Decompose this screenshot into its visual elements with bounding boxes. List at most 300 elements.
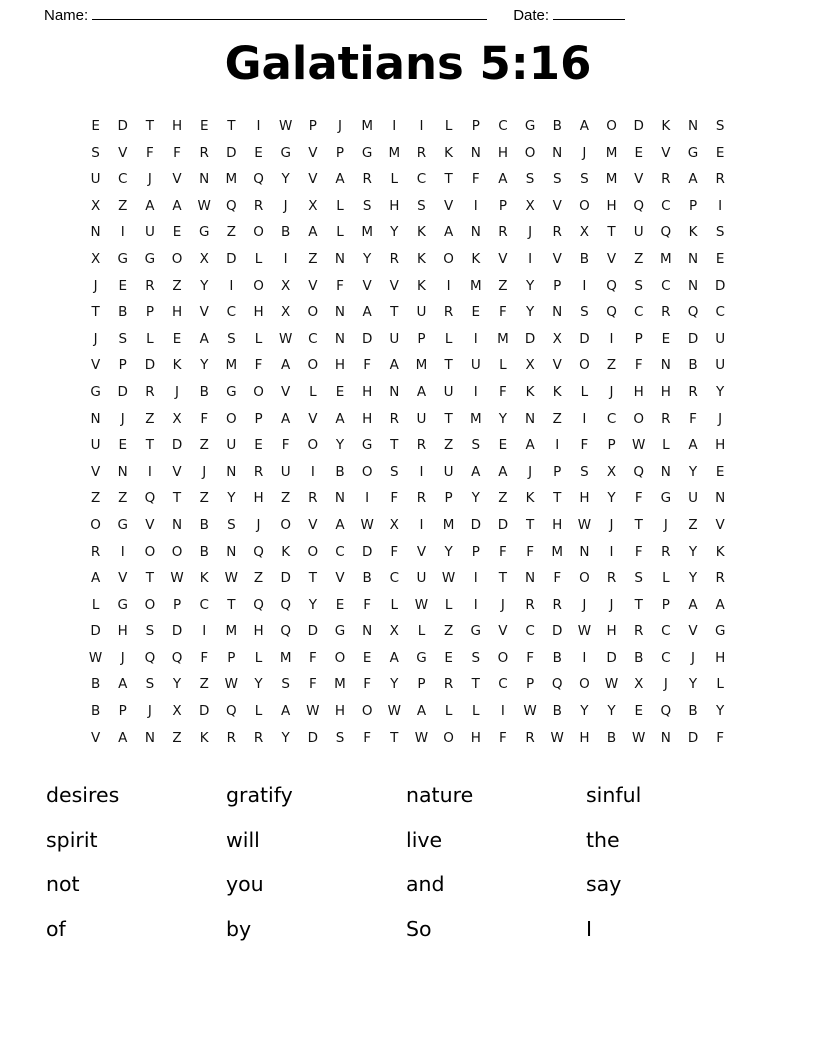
grid-cell[interactable]: D: [307, 623, 319, 640]
grid-cell[interactable]: L: [336, 197, 344, 214]
grid-cell[interactable]: V: [118, 144, 128, 161]
grid-cell[interactable]: X: [199, 250, 209, 267]
grid-cell[interactable]: A: [281, 357, 291, 374]
grid-cell[interactable]: Y: [308, 596, 317, 613]
grid-cell[interactable]: S: [715, 118, 725, 134]
grid-cell[interactable]: E: [634, 144, 643, 161]
grid-cell[interactable]: V: [498, 250, 508, 267]
grid-cell[interactable]: D: [144, 357, 156, 374]
grid-cell[interactable]: K: [281, 543, 291, 560]
word-list-item[interactable]: say: [586, 872, 622, 896]
grid-cell[interactable]: Z: [90, 490, 101, 507]
grid-cell[interactable]: V: [308, 277, 318, 294]
grid-cell[interactable]: G: [280, 144, 291, 161]
grid-cell[interactable]: S: [145, 623, 155, 640]
grid-cell[interactable]: N: [362, 623, 373, 640]
grid-cell[interactable]: N: [334, 250, 346, 267]
grid-cell[interactable]: I: [147, 463, 152, 480]
grid-cell[interactable]: I: [718, 197, 723, 214]
grid-cell[interactable]: R: [688, 383, 698, 400]
word-search-grid[interactable]: [82, 113, 734, 751]
grid-cell[interactable]: Y: [525, 277, 535, 294]
grid-cell[interactable]: D: [714, 277, 726, 294]
grid-cell[interactable]: G: [117, 596, 128, 613]
grid-cell[interactable]: A: [471, 463, 481, 480]
grid-cell[interactable]: N: [552, 144, 563, 161]
grid-cell[interactable]: D: [552, 623, 563, 640]
grid-cell[interactable]: F: [716, 729, 725, 746]
grid-cell[interactable]: R: [443, 304, 454, 321]
word-list-item[interactable]: desires: [46, 783, 120, 807]
grid-cell[interactable]: O: [579, 570, 590, 587]
grid-cell[interactable]: R: [606, 570, 617, 587]
grid-cell[interactable]: U: [443, 383, 454, 400]
grid-cell[interactable]: T: [308, 570, 317, 587]
grid-cell[interactable]: B: [579, 250, 590, 267]
grid-cell[interactable]: V: [416, 543, 427, 560]
grid-cell[interactable]: R: [90, 543, 101, 560]
grid-cell[interactable]: B: [362, 570, 372, 587]
grid-cell[interactable]: E: [172, 224, 182, 241]
grid-cell[interactable]: Y: [172, 676, 182, 693]
grid-cell[interactable]: Q: [606, 277, 617, 294]
grid-cell[interactable]: V: [443, 197, 454, 214]
grid-cell[interactable]: F: [634, 490, 643, 507]
grid-cell[interactable]: F: [146, 144, 154, 161]
grid-cell[interactable]: F: [390, 543, 399, 560]
grid-cell[interactable]: T: [172, 490, 182, 507]
word-list-item[interactable]: will: [226, 827, 260, 852]
grid-cell[interactable]: N: [552, 304, 563, 321]
word-list-item[interactable]: live: [406, 827, 443, 852]
grid-cell[interactable]: Z: [199, 676, 209, 693]
grid-cell[interactable]: A: [525, 437, 535, 454]
grid-cell[interactable]: V: [118, 570, 128, 587]
grid-cell[interactable]: S: [281, 676, 290, 693]
grid-cell[interactable]: Q: [253, 171, 264, 188]
grid-cell[interactable]: C: [525, 623, 535, 640]
grid-cell[interactable]: R: [661, 410, 671, 427]
grid-cell[interactable]: D: [171, 623, 183, 640]
grid-cell[interactable]: J: [609, 516, 614, 533]
grid-cell[interactable]: M: [361, 118, 373, 134]
grid-cell[interactable]: Q: [633, 197, 645, 214]
grid-cell[interactable]: T: [498, 570, 508, 587]
grid-cell[interactable]: J: [718, 410, 723, 427]
grid-cell[interactable]: N: [144, 729, 155, 746]
grid-cell[interactable]: E: [254, 437, 263, 454]
grid-cell[interactable]: B: [606, 729, 617, 746]
grid-cell[interactable]: Q: [633, 463, 645, 480]
grid-cell[interactable]: F: [173, 144, 181, 161]
grid-cell[interactable]: U: [416, 410, 427, 427]
grid-cell[interactable]: A: [335, 171, 345, 188]
grid-cell[interactable]: N: [579, 543, 590, 560]
grid-cell[interactable]: P: [498, 197, 507, 214]
grid-cell[interactable]: S: [227, 330, 236, 347]
grid-cell[interactable]: W: [523, 703, 537, 720]
grid-cell[interactable]: B: [118, 304, 128, 321]
grid-cell[interactable]: P: [553, 277, 562, 294]
grid-cell[interactable]: W: [197, 197, 211, 214]
grid-cell[interactable]: L: [444, 118, 453, 134]
grid-cell[interactable]: J: [582, 596, 587, 613]
grid-cell[interactable]: L: [254, 330, 263, 347]
grid-cell[interactable]: P: [553, 463, 562, 480]
grid-cell[interactable]: H: [633, 383, 644, 400]
grid-cell[interactable]: L: [444, 596, 453, 613]
grid-cell[interactable]: N: [470, 224, 481, 241]
grid-cell[interactable]: M: [279, 649, 292, 666]
grid-cell[interactable]: G: [198, 224, 210, 241]
grid-cell[interactable]: R: [525, 596, 535, 613]
grid-cell[interactable]: C: [389, 570, 400, 587]
grid-cell[interactable]: R: [226, 729, 237, 746]
grid-cell[interactable]: B: [552, 703, 562, 720]
grid-cell[interactable]: H: [579, 490, 590, 507]
grid-cell[interactable]: B: [90, 703, 101, 720]
grid-cell[interactable]: B: [552, 649, 562, 666]
grid-cell[interactable]: B: [688, 357, 698, 374]
grid-cell[interactable]: O: [633, 410, 645, 427]
grid-cell[interactable]: K: [525, 383, 535, 400]
grid-cell[interactable]: S: [580, 463, 589, 480]
grid-cell[interactable]: A: [688, 171, 698, 188]
grid-cell[interactable]: A: [389, 649, 399, 666]
grid-cell[interactable]: M: [415, 357, 428, 374]
grid-cell[interactable]: S: [471, 649, 481, 666]
grid-cell[interactable]: T: [145, 570, 155, 587]
grid-cell[interactable]: A: [416, 383, 427, 400]
grid-cell[interactable]: R: [498, 224, 508, 241]
grid-cell[interactable]: D: [497, 516, 509, 533]
grid-cell[interactable]: P: [145, 304, 154, 321]
grid-cell[interactable]: R: [661, 543, 671, 560]
grid-cell[interactable]: I: [473, 596, 478, 613]
grid-cell[interactable]: R: [389, 410, 399, 427]
grid-cell[interactable]: G: [714, 623, 726, 640]
grid-cell[interactable]: Y: [471, 490, 480, 507]
grid-cell[interactable]: P: [444, 490, 453, 507]
grid-cell[interactable]: P: [607, 437, 616, 454]
grid-cell[interactable]: H: [579, 729, 590, 746]
grid-cell[interactable]: O: [443, 729, 454, 746]
grid-cell[interactable]: D: [524, 330, 536, 347]
grid-cell[interactable]: C: [498, 118, 508, 134]
grid-cell[interactable]: Z: [443, 437, 454, 454]
grid-cell[interactable]: L: [716, 676, 724, 693]
grid-cell[interactable]: E: [471, 304, 481, 321]
grid-cell[interactable]: T: [145, 437, 155, 454]
grid-cell[interactable]: V: [90, 729, 101, 746]
grid-cell[interactable]: E: [254, 144, 263, 161]
grid-cell[interactable]: A: [498, 171, 508, 188]
grid-cell[interactable]: A: [281, 703, 291, 720]
grid-cell[interactable]: L: [254, 649, 263, 666]
grid-cell[interactable]: N: [660, 729, 671, 746]
grid-cell[interactable]: I: [609, 330, 614, 347]
grid-cell[interactable]: V: [688, 623, 698, 640]
grid-cell[interactable]: J: [609, 596, 614, 613]
grid-cell[interactable]: O: [253, 383, 264, 400]
grid-cell[interactable]: L: [499, 357, 507, 374]
grid-cell[interactable]: I: [283, 250, 288, 267]
grid-cell[interactable]: U: [416, 570, 427, 587]
grid-cell[interactable]: K: [471, 250, 481, 267]
grid-cell[interactable]: H: [253, 490, 264, 507]
grid-cell[interactable]: P: [688, 197, 698, 214]
grid-cell[interactable]: V: [389, 277, 399, 294]
grid-cell[interactable]: Z: [199, 437, 209, 454]
grid-cell[interactable]: Y: [281, 729, 290, 746]
grid-cell[interactable]: I: [446, 277, 451, 294]
grid-cell[interactable]: A: [199, 330, 209, 347]
grid-cell[interactable]: W: [170, 570, 184, 587]
grid-cell[interactable]: U: [470, 357, 481, 374]
grid-cell[interactable]: G: [524, 118, 536, 134]
grid-cell[interactable]: S: [118, 330, 128, 347]
grid-cell[interactable]: X: [281, 277, 291, 294]
grid-cell[interactable]: T: [145, 118, 155, 134]
grid-cell[interactable]: H: [606, 623, 617, 640]
grid-cell[interactable]: Q: [280, 596, 291, 613]
grid-cell[interactable]: J: [120, 410, 125, 427]
grid-cell[interactable]: T: [471, 676, 480, 693]
grid-cell[interactable]: C: [661, 197, 671, 214]
grid-cell[interactable]: X: [90, 197, 101, 214]
grid-cell[interactable]: L: [91, 596, 100, 613]
grid-cell[interactable]: W: [224, 570, 239, 587]
grid-cell[interactable]: I: [528, 250, 533, 267]
grid-cell[interactable]: D: [226, 144, 237, 161]
grid-cell[interactable]: J: [93, 330, 98, 347]
grid-cell[interactable]: V: [606, 250, 617, 267]
grid-cell[interactable]: A: [389, 357, 399, 374]
grid-cell[interactable]: D: [687, 330, 699, 347]
grid-cell[interactable]: U: [633, 224, 644, 241]
grid-cell[interactable]: V: [552, 197, 562, 214]
grid-cell[interactable]: S: [525, 171, 535, 188]
grid-cell[interactable]: H: [334, 357, 346, 374]
grid-cell[interactable]: V: [199, 304, 209, 321]
grid-cell[interactable]: A: [145, 197, 155, 214]
grid-cell[interactable]: D: [606, 649, 617, 666]
grid-cell[interactable]: G: [117, 516, 128, 533]
grid-cell[interactable]: K: [715, 543, 725, 560]
grid-cell[interactable]: F: [689, 410, 697, 427]
grid-cell[interactable]: Y: [688, 543, 698, 560]
grid-cell[interactable]: J: [609, 383, 614, 400]
grid-cell[interactable]: K: [444, 144, 454, 161]
grid-cell[interactable]: P: [254, 410, 263, 427]
grid-cell[interactable]: V: [715, 516, 725, 533]
grid-cell[interactable]: T: [91, 304, 100, 321]
grid-cell[interactable]: A: [362, 304, 372, 321]
grid-cell[interactable]: T: [390, 304, 399, 321]
grid-cell[interactable]: X: [634, 676, 644, 693]
grid-cell[interactable]: H: [470, 729, 481, 746]
grid-cell[interactable]: E: [498, 437, 508, 454]
grid-cell[interactable]: V: [308, 171, 318, 188]
grid-cell[interactable]: M: [605, 144, 618, 161]
grid-cell[interactable]: I: [500, 703, 505, 720]
word-list-item[interactable]: you: [226, 872, 264, 896]
grid-cell[interactable]: O: [334, 649, 346, 666]
grid-cell[interactable]: P: [172, 596, 182, 613]
grid-cell[interactable]: H: [334, 703, 346, 720]
grid-cell[interactable]: S: [471, 437, 481, 454]
grid-cell[interactable]: N: [226, 463, 237, 480]
grid-cell[interactable]: O: [307, 437, 319, 454]
grid-cell[interactable]: V: [335, 570, 345, 587]
grid-cell[interactable]: T: [607, 224, 616, 241]
grid-cell[interactable]: X: [579, 224, 590, 241]
grid-cell[interactable]: B: [281, 224, 291, 241]
grid-cell[interactable]: X: [308, 197, 318, 214]
grid-cell[interactable]: G: [687, 144, 699, 161]
grid-cell[interactable]: J: [120, 649, 125, 666]
grid-cell[interactable]: R: [253, 197, 264, 214]
grid-cell[interactable]: T: [390, 729, 399, 746]
grid-cell[interactable]: I: [419, 516, 424, 533]
grid-cell[interactable]: N: [334, 330, 346, 347]
grid-cell[interactable]: R: [634, 623, 644, 640]
grid-cell[interactable]: W: [441, 570, 456, 587]
grid-cell[interactable]: T: [227, 118, 236, 134]
grid-cell[interactable]: J: [256, 516, 261, 533]
grid-cell[interactable]: D: [361, 330, 373, 347]
grid-cell[interactable]: Q: [660, 224, 672, 241]
grid-cell[interactable]: H: [171, 304, 183, 321]
grid-cell[interactable]: H: [362, 410, 373, 427]
grid-cell[interactable]: M: [361, 224, 373, 241]
grid-cell[interactable]: W: [88, 649, 103, 666]
grid-cell[interactable]: N: [687, 118, 699, 134]
grid-cell[interactable]: F: [390, 490, 399, 507]
grid-cell[interactable]: I: [555, 437, 560, 454]
grid-cell[interactable]: C: [606, 410, 617, 427]
grid-cell[interactable]: D: [117, 383, 128, 400]
grid-cell[interactable]: O: [579, 197, 590, 214]
grid-cell[interactable]: U: [715, 357, 726, 374]
grid-cell[interactable]: K: [525, 490, 535, 507]
grid-cell[interactable]: D: [361, 543, 373, 560]
grid-cell[interactable]: E: [715, 463, 725, 480]
grid-cell[interactable]: J: [337, 118, 342, 134]
grid-cell[interactable]: P: [634, 330, 643, 347]
grid-cell[interactable]: O: [497, 649, 509, 666]
grid-cell[interactable]: F: [499, 543, 507, 560]
grid-cell[interactable]: X: [525, 357, 535, 374]
grid-cell[interactable]: D: [199, 703, 210, 720]
grid-cell[interactable]: N: [525, 410, 536, 427]
grid-cell[interactable]: O: [144, 596, 156, 613]
grid-cell[interactable]: O: [144, 543, 156, 560]
grid-cell[interactable]: M: [469, 410, 482, 427]
grid-cell[interactable]: S: [552, 171, 562, 188]
grid-cell[interactable]: Z: [281, 490, 291, 507]
grid-cell[interactable]: C: [118, 171, 128, 188]
grid-cell[interactable]: O: [171, 543, 183, 560]
grid-cell[interactable]: J: [283, 197, 288, 214]
grid-cell[interactable]: T: [444, 410, 453, 427]
grid-cell[interactable]: H: [715, 437, 726, 454]
grid-cell[interactable]: W: [387, 703, 401, 720]
grid-cell[interactable]: C: [335, 543, 345, 560]
grid-cell[interactable]: W: [550, 729, 564, 746]
grid-cell[interactable]: Z: [118, 490, 128, 507]
grid-cell[interactable]: G: [117, 250, 128, 267]
grid-cell[interactable]: T: [634, 516, 643, 533]
grid-cell[interactable]: F: [499, 304, 507, 321]
grid-cell[interactable]: A: [579, 118, 590, 134]
grid-cell[interactable]: W: [278, 118, 293, 134]
grid-cell[interactable]: Z: [199, 490, 209, 507]
grid-cell[interactable]: M: [469, 277, 482, 294]
grid-cell[interactable]: R: [253, 463, 264, 480]
grid-cell[interactable]: O: [307, 357, 319, 374]
grid-cell[interactable]: V: [90, 357, 101, 374]
grid-cell[interactable]: N: [117, 463, 128, 480]
grid-cell[interactable]: B: [90, 676, 101, 693]
word-list-item[interactable]: the: [586, 827, 620, 852]
grid-cell[interactable]: N: [199, 171, 210, 188]
grid-cell[interactable]: B: [552, 118, 562, 134]
grid-cell[interactable]: I: [419, 118, 424, 134]
grid-cell[interactable]: A: [416, 703, 427, 720]
grid-cell[interactable]: F: [281, 437, 290, 454]
grid-cell[interactable]: L: [146, 330, 154, 347]
grid-cell[interactable]: F: [526, 543, 534, 560]
grid-cell[interactable]: O: [90, 516, 101, 533]
grid-cell[interactable]: R: [552, 224, 562, 241]
grid-cell[interactable]: G: [361, 144, 373, 161]
grid-cell[interactable]: Y: [688, 570, 698, 587]
grid-cell[interactable]: V: [172, 171, 182, 188]
grid-cell[interactable]: P: [308, 118, 317, 134]
grid-cell[interactable]: D: [579, 330, 590, 347]
grid-cell[interactable]: V: [308, 410, 318, 427]
grid-cell[interactable]: S: [362, 197, 372, 214]
grid-cell[interactable]: O: [579, 676, 590, 693]
word-list-item[interactable]: nature: [406, 783, 474, 807]
grid-cell[interactable]: I: [473, 197, 478, 214]
grid-cell[interactable]: O: [280, 516, 291, 533]
grid-cell[interactable]: E: [444, 649, 453, 666]
grid-cell[interactable]: W: [414, 729, 429, 746]
grid-cell[interactable]: Q: [226, 197, 237, 214]
grid-cell[interactable]: Y: [363, 250, 372, 267]
grid-cell[interactable]: L: [662, 437, 670, 454]
grid-cell[interactable]: D: [307, 729, 319, 746]
word-list-item[interactable]: by: [226, 916, 252, 941]
grid-cell[interactable]: I: [473, 330, 478, 347]
grid-cell[interactable]: E: [91, 118, 100, 134]
grid-cell[interactable]: S: [580, 171, 589, 188]
grid-cell[interactable]: P: [335, 144, 345, 161]
grid-cell[interactable]: P: [118, 703, 127, 720]
grid-cell[interactable]: I: [419, 463, 424, 480]
grid-cell[interactable]: V: [552, 250, 562, 267]
grid-cell[interactable]: L: [254, 250, 263, 267]
grid-cell[interactable]: S: [145, 676, 155, 693]
grid-cell[interactable]: W: [577, 516, 592, 533]
grid-cell[interactable]: B: [688, 703, 698, 720]
grid-cell[interactable]: G: [361, 437, 373, 454]
grid-cell[interactable]: W: [632, 437, 646, 454]
grid-cell[interactable]: Z: [172, 277, 182, 294]
grid-cell[interactable]: J: [663, 516, 668, 533]
